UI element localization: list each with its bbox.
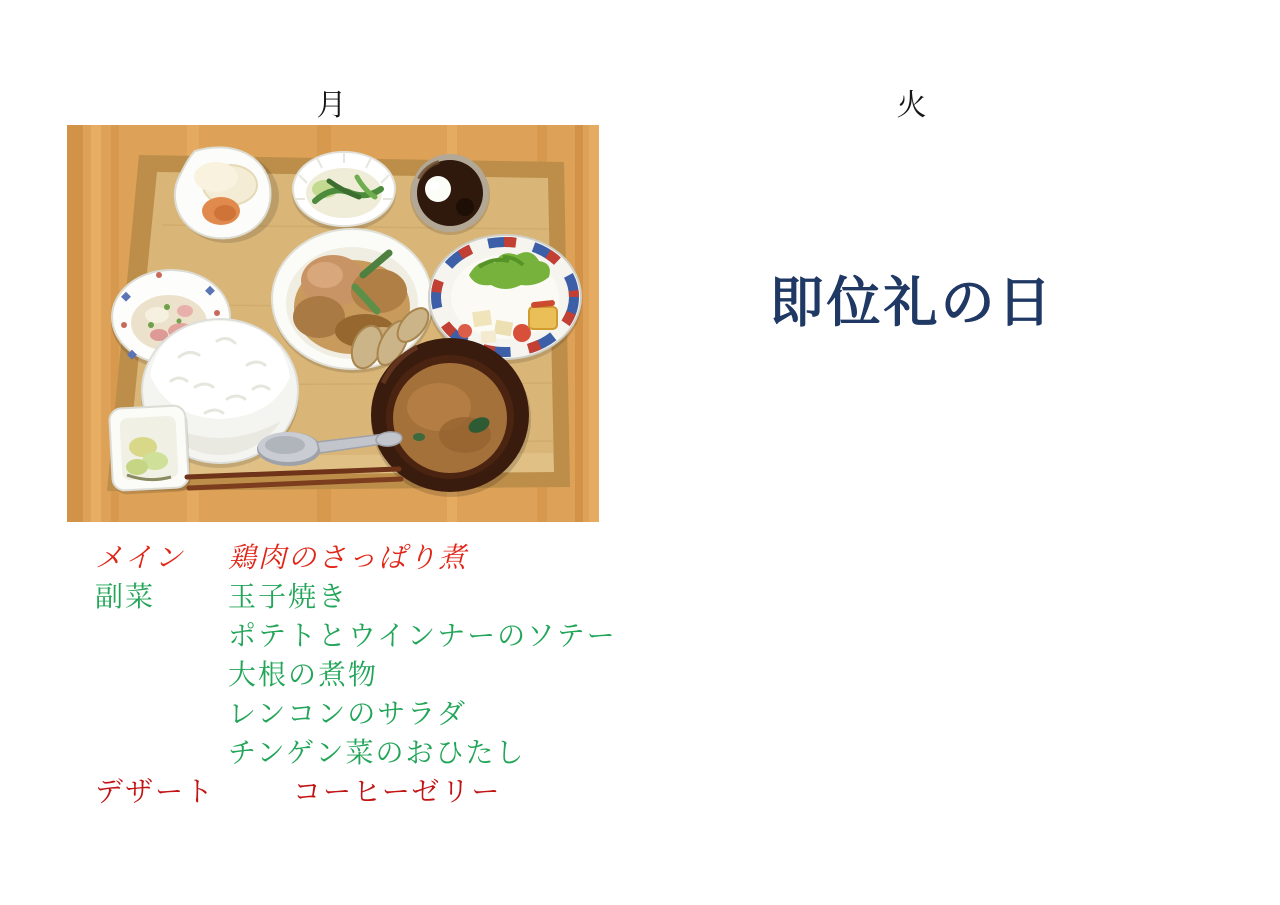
- meal-tray-photo: [67, 125, 599, 522]
- menu-row-main: [95, 538, 617, 577]
- meal-tray-illustration: [67, 125, 599, 522]
- menu-list: [95, 538, 617, 811]
- menu-category-label: デザート: [95, 775, 216, 808]
- menu-item-text: 大根の煮物: [228, 658, 379, 691]
- menu-row-side: [95, 694, 617, 733]
- menu-row-side: [95, 577, 617, 616]
- menu-row-side: [95, 733, 617, 772]
- menu-item-text: チンゲン菜のおひたし: [228, 736, 526, 769]
- day-header-monday: 月: [316, 88, 348, 123]
- menu-category-label: メイン: [95, 541, 185, 574]
- miso-soup-bowl: [371, 338, 531, 497]
- menu-row-side: [95, 655, 617, 694]
- menu-row-side: [95, 616, 617, 655]
- menu-item-text: 玉子焼き: [228, 580, 349, 613]
- menu-row-dessert: [95, 772, 617, 811]
- menu-item-text: ポテトとウインナーのソテー: [228, 619, 617, 652]
- menu-category-label: 副菜: [95, 580, 156, 613]
- coffee-jelly-glass: [410, 154, 490, 235]
- greens-bowl: [292, 152, 396, 231]
- holiday-note: 即位礼の日: [769, 271, 1055, 334]
- pickle-dish: [109, 405, 191, 495]
- menu-item-text: 鶏肉のさっぱり煮: [228, 541, 469, 574]
- day-header-tuesday: 火: [896, 88, 928, 123]
- menu-item-text: レンコンのサラダ: [228, 697, 468, 730]
- menu-item-text: コーヒーゼリー: [293, 775, 502, 808]
